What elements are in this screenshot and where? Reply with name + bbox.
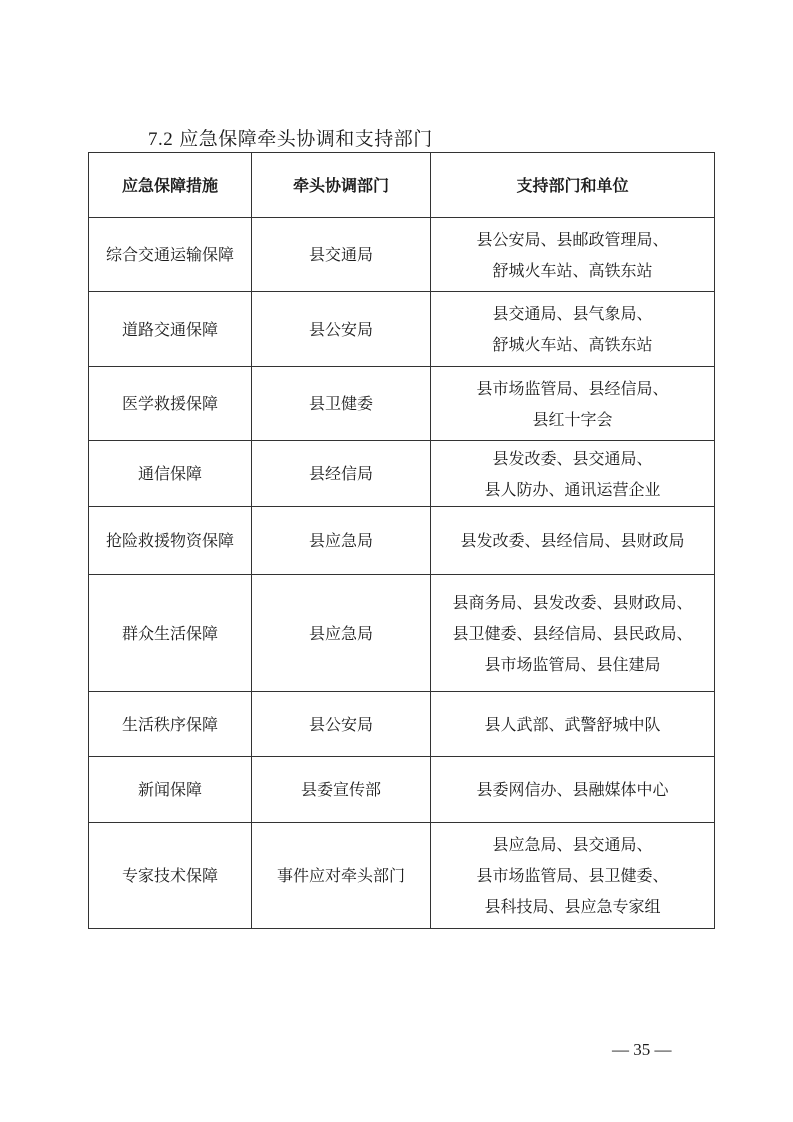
table-row bbox=[89, 757, 715, 823]
measure-cell: 通信保障 bbox=[89, 441, 252, 507]
support-cell bbox=[431, 441, 715, 507]
table-row bbox=[89, 507, 715, 575]
support-line: 县红十字会 bbox=[532, 409, 613, 429]
lead-cell: 县委宣传部 bbox=[252, 757, 431, 823]
lead-cell: 县经信局 bbox=[252, 441, 431, 507]
measure-cell: 综合交通运输保障 bbox=[89, 218, 252, 292]
lead-cell: 县公安局 bbox=[252, 292, 431, 367]
support-cell bbox=[431, 823, 715, 929]
support-line: 县市场监管局、县经信局、 bbox=[476, 378, 669, 398]
column-header-lead: 牵头协调部门 bbox=[252, 153, 431, 218]
table-row bbox=[89, 218, 715, 292]
support-cell bbox=[431, 575, 715, 692]
support-line: 县市场监管局、县住建局 bbox=[484, 654, 661, 674]
support-cell bbox=[431, 367, 715, 441]
table-row bbox=[89, 692, 715, 757]
support-cell bbox=[431, 757, 715, 823]
column-header-measure: 应急保障措施 bbox=[89, 153, 252, 218]
lead-cell: 县交通局 bbox=[252, 218, 431, 292]
measure-cell: 医学救援保障 bbox=[89, 367, 252, 441]
lead-cell: 县应急局 bbox=[252, 507, 431, 575]
table-row bbox=[89, 823, 715, 929]
support-line: 县公安局、县邮政管理局、 bbox=[476, 229, 669, 249]
support-line: 县发改委、县交通局、 bbox=[492, 448, 653, 468]
support-line: 县科技局、县应急专家组 bbox=[484, 897, 661, 916]
measure-cell: 群众生活保障 bbox=[89, 575, 252, 692]
column-header-support: 支持部门和单位 bbox=[431, 153, 715, 218]
measure-cell: 道路交通保障 bbox=[89, 292, 252, 367]
section-number: 7.2 bbox=[148, 129, 174, 150]
support-line: 县应急局、县交通局、 bbox=[492, 835, 653, 854]
page-number: — 35 — bbox=[612, 1040, 672, 1059]
lead-cell: 县卫健委 bbox=[252, 367, 431, 441]
support-line: 县人防办、通讯运营企业 bbox=[484, 479, 661, 499]
support-cell bbox=[431, 507, 715, 575]
table-row bbox=[89, 367, 715, 441]
measure-cell: 抢险救援物资保障 bbox=[89, 507, 252, 575]
section-title bbox=[148, 124, 433, 151]
table-row bbox=[89, 292, 715, 367]
table-row bbox=[89, 441, 715, 507]
support-line: 县人武部、武警舒城中队 bbox=[484, 714, 661, 734]
support-line: 县发改委、县经信局、县财政局 bbox=[460, 531, 685, 550]
support-cell bbox=[431, 292, 715, 367]
support-line: 县卫健委、县经信局、县民政局、 bbox=[452, 623, 693, 643]
support-line: 县委网信办、县融媒体中心 bbox=[476, 780, 669, 799]
measure-cell: 专家技术保障 bbox=[89, 823, 252, 929]
lead-cell: 县公安局 bbox=[252, 692, 431, 757]
section-title-text: 应急保障牵头协调和支持部门 bbox=[179, 128, 433, 150]
lead-cell: 事件应对牵头部门 bbox=[252, 823, 431, 929]
support-line: 县商务局、县发改委、县财政局、 bbox=[452, 592, 693, 612]
support-line: 县交通局、县气象局、 bbox=[492, 304, 653, 323]
support-cell bbox=[431, 218, 715, 292]
table-header-row bbox=[89, 153, 715, 218]
table-row bbox=[89, 575, 715, 692]
lead-cell: 县应急局 bbox=[252, 575, 431, 692]
emergency-support-table bbox=[88, 152, 715, 929]
measure-cell: 生活秩序保障 bbox=[89, 692, 252, 757]
support-line: 县市场监管局、县卫健委、 bbox=[476, 866, 669, 885]
support-line: 舒城火车站、高铁东站 bbox=[492, 335, 653, 354]
support-cell bbox=[431, 692, 715, 757]
measure-cell: 新闻保障 bbox=[89, 757, 252, 823]
support-line: 舒城火车站、高铁东站 bbox=[492, 260, 653, 280]
